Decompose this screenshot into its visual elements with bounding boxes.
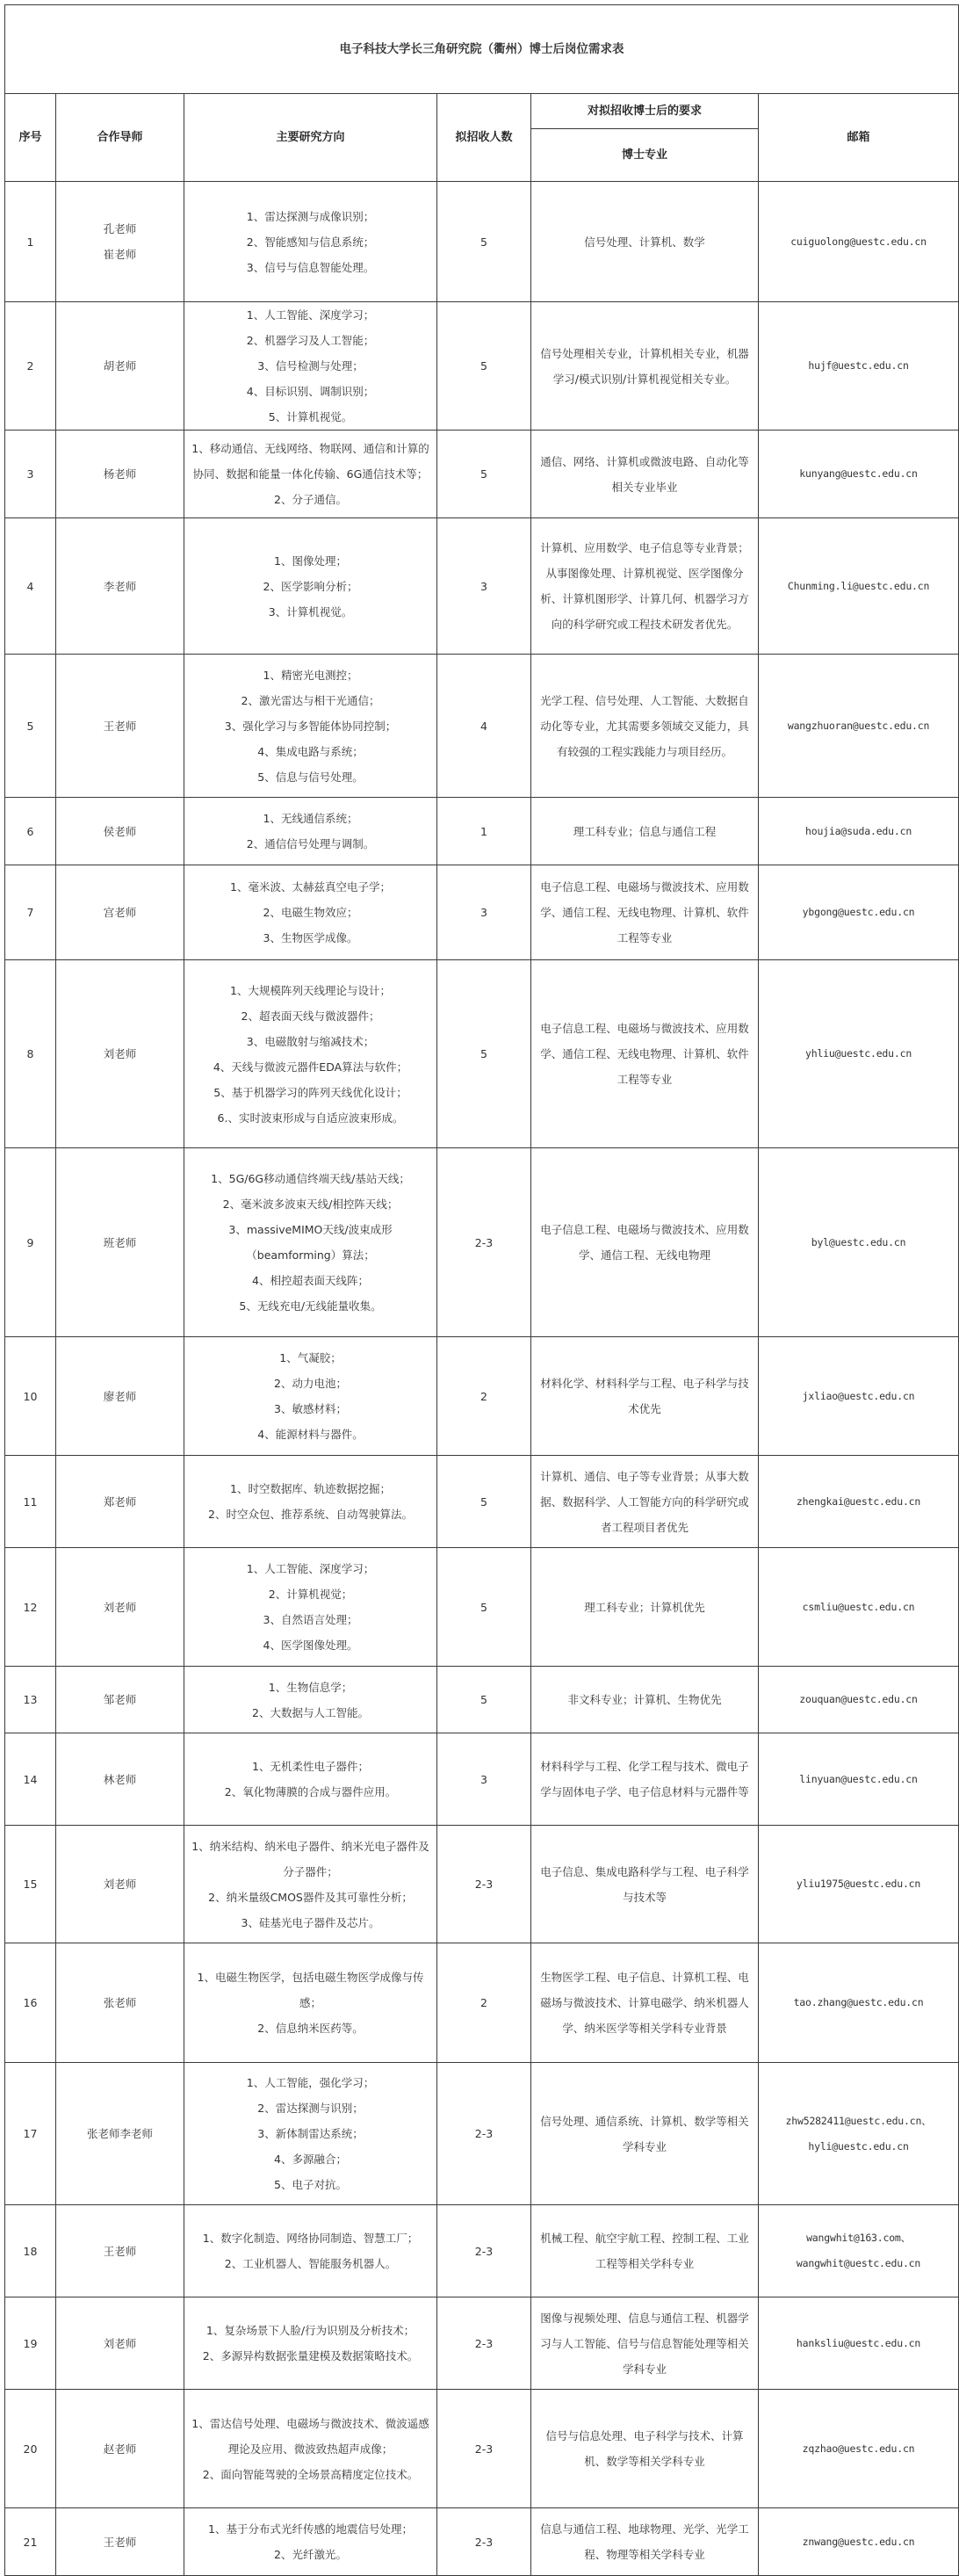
advisor-cell: [56, 2297, 184, 2390]
header-major: 博士专业: [531, 129, 759, 182]
email-address[interactable]: hujf@uestc.edu.cn: [808, 359, 909, 372]
email-cell: [759, 798, 959, 865]
row-index: 18: [5, 2205, 56, 2297]
major-requirement-cell: 图像与视频处理、信息与通信工程、机器学习与人工智能、信号与信息智能处理等相关学科专业: [531, 2297, 759, 2390]
research-direction-item: 2、电磁生物效应；: [263, 906, 358, 919]
major-requirement-cell: 材料科学与工程、化学工程与技术、微电子学与固体电子学、电子信息材料与元器件等: [531, 1733, 759, 1826]
row-index: 10: [5, 1337, 56, 1456]
table-row: [5, 1337, 959, 1456]
advisor-cell: [56, 302, 184, 431]
advisor-name: 赵老师: [103, 2442, 137, 2456]
email-address[interactable]: tao.zhang@uestc.edu.cn: [793, 1996, 924, 2008]
advisor-name: 孔老师: [103, 222, 137, 235]
quota-cell: 2: [437, 1337, 531, 1456]
research-direction-item: 4、能源材料与器件。: [257, 1428, 364, 1441]
research-direction-item: 4、多源融合；: [274, 2153, 347, 2166]
email-address[interactable]: ybgong@uestc.edu.cn: [802, 906, 915, 918]
research-directions-cell: [184, 2297, 437, 2390]
research-directions-cell: [184, 182, 437, 302]
advisor-cell: [56, 1148, 184, 1337]
postdoc-requirements-table: [4, 4, 959, 2576]
research-direction-item: 1、大规模阵列天线理论与设计；: [230, 983, 391, 997]
research-directions-cell: [184, 2205, 437, 2297]
research-direction-item: 2、毫米波多波束天线/相控阵天线；: [222, 1198, 399, 1211]
research-direction-item: 3、硅基光电子器件及芯片。: [241, 1915, 380, 1929]
table-row: [5, 960, 959, 1148]
advisor-name: 崔老师: [103, 248, 137, 261]
major-requirement-cell: 材料化学、材料科学与工程、电子科学与技术优先: [531, 1337, 759, 1456]
major-requirement-cell: 电子信息工程、电磁场与微波技术、应用数学、通信工程、无线电物理: [531, 1148, 759, 1337]
research-direction-item: 1、毫米波、太赫兹真空电子学；: [230, 880, 391, 894]
research-direction-item: 6.、实时波束形成与自适应波束形成。: [217, 1111, 404, 1125]
email-cell: [759, 1548, 959, 1667]
email-address[interactable]: wangzhuoran@uestc.edu.cn: [787, 719, 930, 732]
email-cell: [759, 518, 959, 655]
research-direction-item: 3、信号与信息智能处理。: [246, 260, 375, 274]
research-directions-cell: [184, 1943, 437, 2063]
research-direction-item: 2、计算机视觉；: [268, 1588, 353, 1601]
research-direction-item: 2、雷达探测与识别；: [257, 2102, 364, 2115]
advisor-name: 刘老师: [103, 1878, 137, 1891]
major-requirement-cell: 机械工程、航空宇航工程、控制工程、工业工程等相关学科专业: [531, 2205, 759, 2297]
advisor-name: 刘老师: [103, 2336, 137, 2350]
advisor-name: 郑老师: [103, 1494, 137, 1509]
header-research: 主要研究方向: [184, 94, 437, 182]
research-direction-item: 2、超表面天线与微波器件；: [241, 1009, 380, 1023]
research-directions-cell: [184, 518, 437, 655]
research-direction-item: 1、电磁生物医学，包括电磁生物医学成像与传感；: [197, 1971, 424, 2009]
row-index: 3: [5, 431, 56, 518]
email-address[interactable]: wangwhit@163.com、: [806, 2232, 911, 2244]
research-direction-item: 4、天线与微波元器件EDA算法与软件；: [213, 1060, 408, 1074]
major-requirement-cell: 信号处理、通信系统、计算机、数学等相关学科专业: [531, 2063, 759, 2205]
research-direction-item: 1、数字化制造、网络协同制造、智慧工厂；: [202, 2232, 419, 2245]
quota-cell: 5: [437, 431, 531, 518]
header-email: 邮箱: [759, 94, 959, 182]
email-cell: [759, 1667, 959, 1733]
advisor-cell: [56, 865, 184, 960]
research-direction-item: 3、计算机视觉。: [268, 604, 353, 619]
research-direction-item: 2、多源异构数据张量建模及数据策略技术。: [202, 2349, 419, 2363]
table-row: [5, 2390, 959, 2508]
quota-cell: 2-3: [437, 2297, 531, 2390]
major-requirement-cell: 理工科专业；计算机优先: [531, 1548, 759, 1667]
row-index: 9: [5, 1148, 56, 1337]
table-row: [5, 655, 959, 798]
advisor-name: 张老师李老师: [86, 2127, 153, 2140]
quota-cell: 2-3: [437, 1826, 531, 1943]
advisor-cell: [56, 1826, 184, 1943]
email-cell: [759, 1456, 959, 1548]
major-requirement-cell: 电子信息工程、电磁场与微波技术、应用数学、通信工程、无线电物理、计算机、软件工程等专业: [531, 865, 759, 960]
table-row: [5, 798, 959, 865]
email-address[interactable]: zouquan@uestc.edu.cn: [799, 1693, 918, 1705]
quota-cell: 2-3: [437, 2063, 531, 2205]
advisor-name: 宫老师: [103, 906, 137, 919]
advisor-name: 侯老师: [103, 824, 137, 838]
email-cell: [759, 2063, 959, 2205]
research-directions-cell: [184, 1733, 437, 1826]
research-direction-item: 5、计算机视觉。: [268, 410, 353, 423]
research-direction-item: 1、移动通信、无线网络、物联网、通信和计算的协同、数据和能量一体化传输、6G通信技术等；: [191, 442, 429, 481]
research-direction-item: 1、无机柔性电子器件；: [252, 1760, 369, 1773]
advisor-cell: [56, 431, 184, 518]
row-index: 2: [5, 302, 56, 431]
research-direction-item: 2、氧化物薄膜的合成与器件应用。: [224, 1785, 397, 1798]
advisor-cell: [56, 182, 184, 302]
row-index: 5: [5, 655, 56, 798]
research-direction-item: 5、信息与信号处理。: [257, 770, 364, 784]
email-cell: [759, 2390, 959, 2508]
research-direction-item: 1、生物信息学；: [268, 1680, 353, 1694]
email-address[interactable]: byl@uestc.edu.cn: [811, 1235, 906, 1248]
row-index: 13: [5, 1667, 56, 1733]
header-requirement-group: 对拟招收博士后的要求: [531, 94, 759, 129]
row-index: 14: [5, 1733, 56, 1826]
advisor-name: 王老师: [103, 719, 137, 733]
email-cell: [759, 302, 959, 431]
research-directions-cell: [184, 2063, 437, 2205]
research-direction-item: 1、人工智能、深度学习；: [246, 308, 375, 322]
research-directions-cell: [184, 1456, 437, 1548]
email-address[interactable]: houjia@suda.edu.cn: [805, 824, 912, 837]
row-index: 11: [5, 1456, 56, 1548]
quota-cell: 5: [437, 1548, 531, 1667]
advisor-name: 胡老师: [103, 359, 137, 373]
research-direction-item: 5、基于机器学习的阵列天线优化设计；: [213, 1085, 407, 1099]
quota-cell: 4: [437, 655, 531, 798]
major-requirement-cell: 电子信息工程、电磁场与微波技术、应用数学、通信工程、无线电物理、计算机、软件工程等专业: [531, 960, 759, 1148]
row-index: 20: [5, 2390, 56, 2508]
research-direction-item: 1、纳米结构、纳米电子器件、纳米光电子器件及分子器件；: [191, 1839, 429, 1878]
quota-cell: 5: [437, 182, 531, 302]
email-address[interactable]: zhw5282411@uestc.edu.cn、: [785, 2114, 932, 2127]
row-index: 16: [5, 1943, 56, 2063]
quota-cell: 5: [437, 960, 531, 1148]
advisor-cell: [56, 2205, 184, 2297]
email-address[interactable]: yliu1975@uestc.edu.cn: [796, 1878, 921, 1890]
research-direction-item: 2、激光雷达与相干光通信；: [241, 693, 380, 707]
table-row: [5, 431, 959, 518]
email-address[interactable]: kunyang@uestc.edu.cn: [799, 467, 918, 480]
advisor-cell: [56, 2508, 184, 2576]
research-directions-cell: [184, 1337, 437, 1456]
email-address[interactable]: zhengkai@uestc.edu.cn: [796, 1494, 921, 1508]
research-directions-cell: [184, 655, 437, 798]
quota-cell: 2: [437, 1943, 531, 2063]
major-requirement-cell: 信号处理、计算机、数学: [531, 182, 759, 302]
email-address[interactable]: hyli@uestc.edu.cn: [808, 2139, 909, 2153]
email-cell: [759, 1148, 959, 1337]
research-direction-item: 5、电子对抗。: [274, 2178, 347, 2191]
advisor-name: 刘老师: [103, 1047, 137, 1060]
email-cell: [759, 960, 959, 1148]
quota-cell: 3: [437, 865, 531, 960]
advisor-cell: [56, 2063, 184, 2205]
research-direction-item: 1、无线通信系统；: [263, 812, 358, 825]
advisor-name: 刘老师: [103, 1600, 137, 1614]
major-requirement-cell: 信息与通信工程、地球物理、光学、光学工程、物理等相关学科专业: [531, 2508, 759, 2576]
table-row: [5, 1943, 959, 2063]
research-direction-item: 2、机器学习及人工智能；: [246, 334, 375, 347]
research-directions-cell: [184, 865, 437, 960]
research-direction-item: 1、人工智能，强化学习；: [246, 2076, 375, 2089]
research-directions-cell: [184, 1548, 437, 1667]
research-direction-item: 2、面向智能驾驶的全场景高精度定位技术。: [202, 2467, 419, 2481]
research-direction-item: 2、通信信号处理与调制。: [246, 837, 375, 850]
research-direction-item: 2、大数据与人工智能。: [252, 1705, 369, 1719]
research-direction-item: 1、基于分布式光纤传感的地震信号处理；: [208, 2522, 413, 2536]
row-index: 8: [5, 960, 56, 1148]
advisor-name: 廖老师: [103, 1389, 137, 1403]
header-row: [5, 94, 959, 129]
advisor-cell: [56, 1733, 184, 1826]
research-direction-item: 4、相控超表面天线阵；: [252, 1274, 369, 1287]
email-cell: [759, 1733, 959, 1826]
email-address[interactable]: znwang@uestc.edu.cn: [802, 2535, 915, 2548]
research-direction-item: 1、5G/6G移动通信终端天线/基站天线；: [211, 1172, 410, 1185]
research-direction-item: 2、动力电池；: [274, 1377, 347, 1390]
table-row: [5, 2063, 959, 2205]
advisor-cell: [56, 798, 184, 865]
email-cell: [759, 2205, 959, 2297]
major-requirement-cell: 信号与信息处理、电子科学与技术、计算机、数学等相关学科专业: [531, 2390, 759, 2508]
research-direction-item: 2、医学影响分析；: [263, 579, 358, 593]
major-requirement-cell: 理工科专业；信息与通信工程: [531, 798, 759, 865]
email-cell: [759, 1337, 959, 1456]
major-requirement-cell: 非文科专业；计算机、生物优先: [531, 1667, 759, 1733]
table-row: [5, 182, 959, 302]
advisor-name: 李老师: [103, 579, 137, 593]
email-address[interactable]: zqzhao@uestc.edu.cn: [802, 2442, 915, 2455]
research-directions-cell: [184, 798, 437, 865]
table-row: [5, 2297, 959, 2390]
email-cell: [759, 865, 959, 960]
research-direction-item: 2、时空众包、推荐系统、自动驾驶算法。: [208, 1508, 413, 1521]
row-index: 4: [5, 518, 56, 655]
advisor-name: 林老师: [103, 1772, 137, 1786]
research-direction-item: 3、massiveMIMO天线/波束成形: [228, 1223, 393, 1236]
research-directions-cell: [184, 1148, 437, 1337]
table-row: [5, 302, 959, 431]
row-index: 12: [5, 1548, 56, 1667]
table-row: [5, 1826, 959, 1943]
research-directions-cell: [184, 2508, 437, 2576]
header-index: 序号: [5, 94, 56, 182]
quota-cell: 3: [437, 1733, 531, 1826]
research-direction-item: 1、时空数据库、轨迹数据挖掘；: [230, 1482, 391, 1495]
table-row: [5, 1548, 959, 1667]
row-index: 7: [5, 865, 56, 960]
email-cell: [759, 1826, 959, 1943]
table-row: [5, 518, 959, 655]
research-direction-item: 2、分子通信。: [274, 493, 347, 506]
major-requirement-cell: 计算机、应用数学、电子信息等专业背景；从事图像处理、计算机视觉、医学图像分析、计算机图形学、计算几何、机器学习方向的科学研究或工程技术研发者优先。: [531, 518, 759, 655]
research-direction-item: 2、信息纳米医药等。: [257, 2022, 364, 2035]
quota-cell: 3: [437, 518, 531, 655]
email-cell: [759, 1943, 959, 2063]
research-direction-item: 1、复杂场景下人脸/行为识别及分析技术；: [206, 2324, 415, 2337]
research-direction-item: 1、气凝胶；: [279, 1351, 342, 1364]
advisor-cell: [56, 1456, 184, 1548]
row-index: 1: [5, 182, 56, 302]
table-row: [5, 1667, 959, 1733]
table-title: 电子科技大学长三角研究院（衢州）博士后岗位需求表: [5, 5, 959, 94]
research-direction-item: 1、人工智能、深度学习；: [246, 1562, 375, 1575]
advisor-cell: [56, 1548, 184, 1667]
quota-cell: 1: [437, 798, 531, 865]
quota-cell: 2-3: [437, 2390, 531, 2508]
table-row: [5, 2508, 959, 2576]
email-cell: [759, 2508, 959, 2576]
quota-cell: 2-3: [437, 2205, 531, 2297]
table-row: [5, 865, 959, 960]
advisor-name: 杨老师: [103, 467, 137, 481]
research-directions-cell: [184, 2390, 437, 2508]
major-requirement-cell: 生物医学工程、电子信息、计算机工程、电磁场与微波技术、计算电磁学、纳米机器人学、纳米医学等相关学科专业背景: [531, 1943, 759, 2063]
row-index: 15: [5, 1826, 56, 1943]
email-address[interactable]: jxliao@uestc.edu.cn: [802, 1389, 915, 1402]
quota-cell: 2-3: [437, 1148, 531, 1337]
advisor-cell: [56, 518, 184, 655]
research-direction-item: 3、自然语言处理；: [263, 1613, 358, 1626]
email-cell: [759, 182, 959, 302]
research-direction-item: 3、信号检测与处理；: [257, 359, 364, 373]
research-directions-cell: [184, 431, 437, 518]
research-direction-item: 3、敏感材料；: [274, 1402, 347, 1415]
quota-cell: 5: [437, 1456, 531, 1548]
email-address[interactable]: yhliu@uestc.edu.cn: [805, 1047, 912, 1060]
research-direction-item: 4、集成电路与系统；: [257, 744, 364, 758]
research-directions-cell: [184, 302, 437, 431]
email-address[interactable]: cuiguolong@uestc.edu.cn: [790, 235, 927, 248]
quota-cell: 2-3: [437, 2508, 531, 2576]
advisor-cell: [56, 960, 184, 1148]
quota-cell: 5: [437, 1667, 531, 1733]
row-index: 19: [5, 2297, 56, 2390]
header-quota: 拟招收人数: [437, 94, 531, 182]
research-directions-cell: [184, 1826, 437, 1943]
table-row: [5, 1733, 959, 1826]
research-directions-cell: [184, 960, 437, 1148]
row-index: 17: [5, 2063, 56, 2205]
major-requirement-cell: 光学工程、信号处理、人工智能、大数据自动化等专业，尤其需要多领域交叉能力，具有较强的工程实践能力与项目经历。: [531, 655, 759, 798]
advisor-name: 王老师: [103, 2535, 137, 2549]
research-direction-item: 3、电磁散射与缩减技术；: [246, 1034, 375, 1048]
email-address[interactable]: csmliu@uestc.edu.cn: [802, 1600, 915, 1613]
email-address[interactable]: hanksliu@uestc.edu.cn: [796, 2336, 921, 2349]
research-direction-item: 2、智能感知与信息系统；: [246, 235, 375, 249]
research-direction-item: 1、雷达探测与成像识别；: [246, 209, 375, 223]
research-direction-item: 2、光纤激光。: [274, 2548, 347, 2561]
major-requirement-cell: 电子信息、集成电路科学与工程、电子科学与技术等: [531, 1826, 759, 1943]
advisor-cell: [56, 655, 184, 798]
research-direction-item: 4、医学图像处理。: [263, 1639, 358, 1652]
advisor-cell: [56, 2390, 184, 2508]
advisor-name: 张老师: [103, 1996, 137, 2009]
research-direction-item: 3、强化学习与多智能体协同控制；: [224, 719, 397, 733]
research-direction-item: 1、雷达信号处理、电磁场与微波技术、微波遥感理论及应用、微波致热超声成像；: [191, 2416, 429, 2456]
header-advisor: 合作导师: [56, 94, 184, 182]
email-cell: [759, 655, 959, 798]
research-directions-cell: [184, 1667, 437, 1733]
email-address[interactable]: Chunming.li@uestc.edu.cn: [787, 579, 930, 592]
research-direction-item: 5、无线充电/无线能量收集。: [239, 1299, 382, 1313]
advisor-cell: [56, 1943, 184, 2063]
research-direction-item: 4、目标识别、调制识别；: [246, 385, 375, 398]
research-direction-item: 2、工业机器人、智能服务机器人。: [224, 2257, 397, 2270]
research-direction-item: 1、图像处理；: [274, 554, 347, 568]
email-address[interactable]: wangwhit@uestc.edu.cn: [796, 2257, 921, 2269]
table-row: [5, 2205, 959, 2297]
table-row: [5, 1456, 959, 1548]
advisor-cell: [56, 1337, 184, 1456]
major-requirement-cell: 信号处理相关专业，计算机相关专业，机器学习/模式识别/计算机视觉相关专业。: [531, 302, 759, 431]
email-cell: [759, 431, 959, 518]
email-cell: [759, 2297, 959, 2390]
research-direction-item: 2、纳米量级CMOS器件及其可靠性分析；: [208, 1890, 413, 1904]
advisor-cell: [56, 1667, 184, 1733]
major-requirement-cell: 通信、网络、计算机或微波电路、自动化等相关专业毕业: [531, 431, 759, 518]
table-row: [5, 1148, 959, 1337]
advisor-name: 班老师: [103, 1235, 137, 1249]
research-direction-item: 1、精密光电测控；: [263, 668, 358, 682]
email-address[interactable]: linyuan@uestc.edu.cn: [799, 1772, 918, 1785]
title-row: [5, 5, 959, 94]
row-index: 21: [5, 2508, 56, 2576]
quota-cell: 5: [437, 302, 531, 431]
research-direction-item: 3、生物医学成像。: [263, 931, 358, 944]
research-direction-item: （beamforming）算法；: [246, 1248, 375, 1262]
advisor-name: 王老师: [103, 2244, 137, 2258]
research-direction-item: 3、新体制雷达系统；: [257, 2127, 364, 2140]
advisor-name: 邹老师: [103, 1693, 137, 1706]
row-index: 6: [5, 798, 56, 865]
major-requirement-cell: 计算机、通信、电子等专业背景；从事大数据、数据科学、人工智能方向的科学研究或者工程项目者优先: [531, 1456, 759, 1548]
